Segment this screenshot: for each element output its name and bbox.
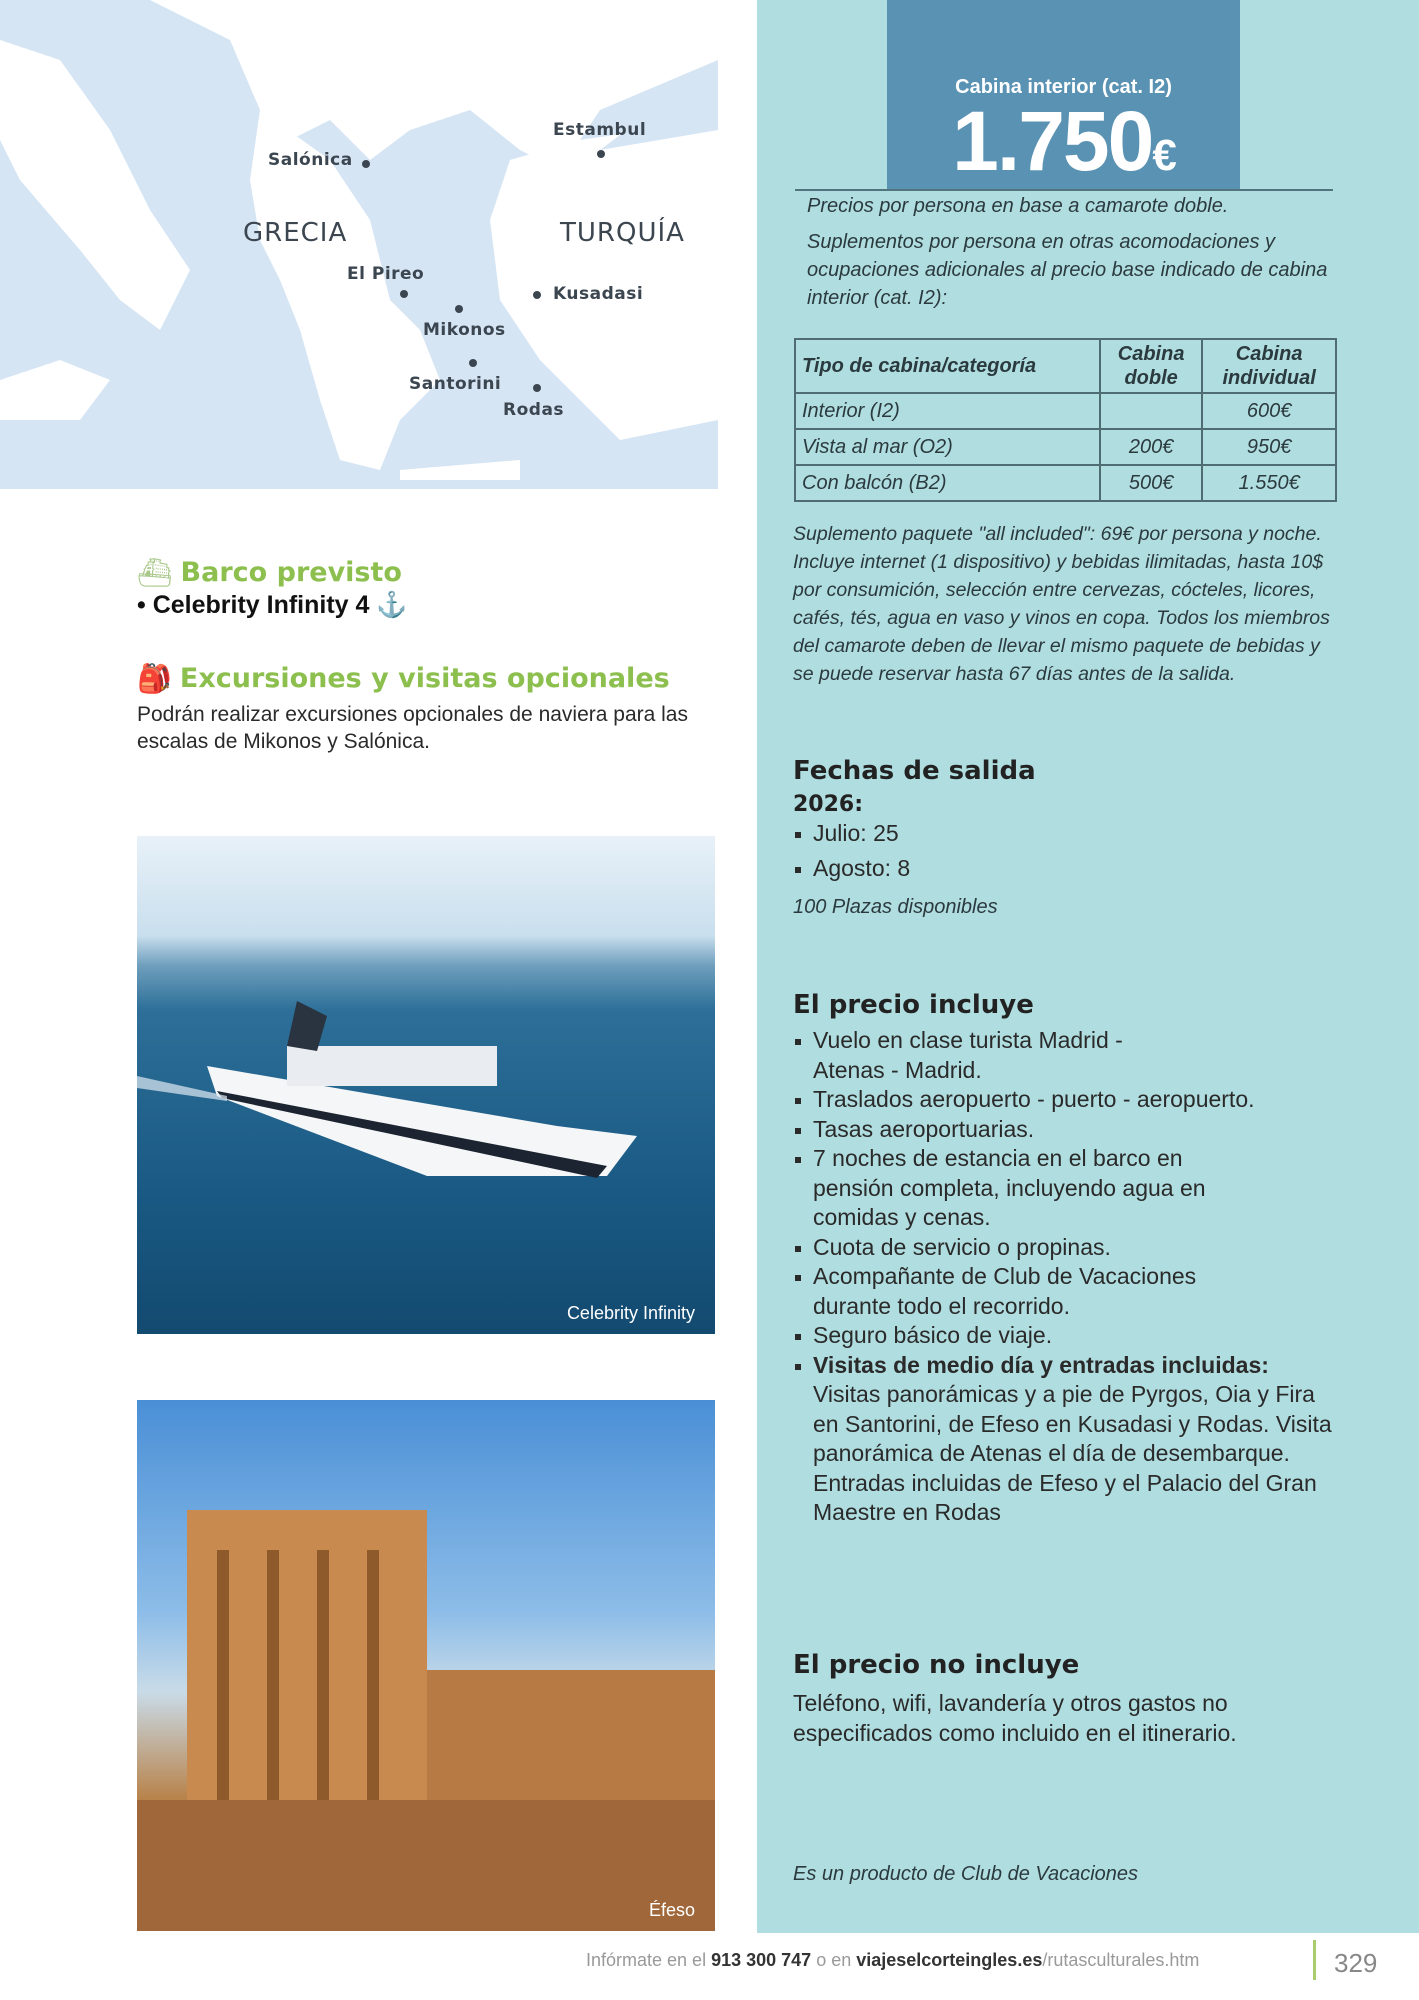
cell: Con balcón (B2): [795, 465, 1100, 501]
excursions-heading: Excursiones y visitas opcionales: [179, 663, 670, 694]
column-header: Cabina doble: [1100, 339, 1202, 393]
all-included-note: Suplemento paquete "all included": 69€ por persona y noche. Incluye internet (1 dispositivo) y bebidas ilimitadas, hasta 10$ por consumición, selección entre cervezas, cócteles, licores, cafés, tés, agua en vaso y vinos en copa. Todos los miembros del camarote deben de llevar el mismo paquete de bebidas y se puede reservar hasta 67 días antes de la salida.: [793, 523, 1330, 685]
departure-date: Agosto: 8: [793, 854, 1373, 884]
include-item: 7 noches de estancia en el barco en pensión completa, incluyendo agua en comidas y cenas.: [793, 1144, 1263, 1233]
per-person-note: Precios por persona en base a camarote doble.: [807, 195, 1229, 217]
map-city-dot: [400, 290, 408, 298]
backpack-icon: 🎒: [137, 663, 172, 694]
photo-caption: Éfeso: [648, 1900, 695, 1920]
cell: Interior (I2): [795, 393, 1100, 429]
excludes-heading: El precio no incluye: [793, 1650, 1080, 1680]
table-row: [795, 465, 1336, 501]
footer-contact: [586, 1950, 1199, 1971]
footer-text: o en: [811, 1950, 857, 1970]
price-amount: 1.750: [952, 94, 1153, 188]
seats-available: 100 Plazas disponibles: [793, 896, 998, 918]
column-header: Tipo de cabina/categoría: [795, 339, 1100, 393]
cell: 1.550€: [1202, 465, 1336, 501]
cell: 600€: [1202, 393, 1336, 429]
include-item: Acompañante de Club de Vacaciones durante todo el recorrido.: [793, 1262, 1273, 1321]
departures-year: 2026:: [793, 792, 864, 817]
supplements-note: Suplementos por persona en otras acomodaciones y ocupaciones adicionales al precio base indicado de cabina interior (cat. I2):: [807, 231, 1328, 309]
map-city-label: Mikonos: [423, 320, 506, 340]
includes-heading: El precio incluye: [793, 990, 1034, 1020]
map-city-label: Santorini: [409, 374, 502, 394]
cell: 200€: [1100, 429, 1202, 465]
ship-section: ⛴ Barco previsto • Celebrity Infinity 4 ⚓ 🎒 Excursiones y visitas opcionales Podrán realizar excursiones opcionales de naviera para las escalas de Mikonos y Salónica.: [137, 556, 727, 755]
map-city-label: Estambul: [553, 120, 647, 140]
price-box: [887, 0, 1240, 189]
excludes-section: [793, 1650, 1353, 1748]
footer-link-path[interactable]: /rutasculturales.htm: [1042, 1950, 1200, 1970]
map-city-dot: [597, 150, 605, 158]
include-item: [793, 1351, 1333, 1528]
map-city-dot: [533, 291, 541, 299]
map-city-label: Kusadasi: [553, 284, 644, 304]
cell: 500€: [1100, 465, 1202, 501]
table-header-row: [795, 339, 1336, 393]
cell: [1100, 393, 1202, 429]
price-category: Cabina interior (cat. I2): [955, 76, 1172, 98]
footer-link[interactable]: viajeselcorteingles.es: [856, 1950, 1043, 1970]
table-row: [795, 393, 1336, 429]
include-item: Cuota de servicio o propinas.: [793, 1233, 1333, 1263]
include-item: Traslados aeropuerto - puerto - aeropuerto.: [793, 1085, 1333, 1115]
departures-section: [793, 756, 1373, 921]
ship-heading: Barco previsto: [180, 557, 402, 588]
divider: [795, 189, 1333, 191]
info-panel: [757, 0, 1419, 1933]
departures-heading: Fechas de salida: [793, 756, 1036, 786]
map-city-dot: [362, 160, 370, 168]
photo-caption: Celebrity Infinity: [566, 1303, 695, 1323]
ship-photo: [137, 836, 715, 1334]
include-item: Vuelo en clase turista Madrid - Atenas - Madrid.: [793, 1026, 1193, 1085]
page-number: 329: [1334, 1948, 1378, 1978]
footer-divider: [1313, 1940, 1316, 1980]
ship-icon: ⛴: [137, 557, 173, 588]
supplements-table: [794, 338, 1337, 502]
map-city-dot: [533, 384, 541, 392]
footer-text: Infórmate en el: [586, 1950, 712, 1970]
map-city-label: Rodas: [503, 400, 565, 420]
departure-date: Julio: 25: [793, 819, 1373, 849]
visits-text: Visitas panorámicas y a pie de Pyrgos, Oia y Fira en Santorini, de Efeso en Kusadasi y Rodas. Visita panorámica de Atenas el día de desembarque. Entradas incluidas de Efeso y el Palacio del Gran Maestre en Rodas: [813, 1381, 1332, 1525]
ephesus-photo: [137, 1400, 715, 1931]
map-country-label: TURQUÍA: [560, 218, 685, 248]
map-city-label: El Pireo: [347, 264, 425, 284]
map-city-label: Salónica: [268, 150, 353, 170]
column-header: Cabina individual: [1202, 339, 1336, 393]
anchor-icon: ⚓: [376, 591, 408, 619]
includes-section: [793, 990, 1373, 1528]
product-note: Es un producto de Club de Vacaciones: [793, 1863, 1139, 1885]
table-row: [795, 429, 1336, 465]
map-country-label: GRECIA: [243, 218, 348, 248]
cell: 950€: [1202, 429, 1336, 465]
footer-phone[interactable]: 913 300 747: [711, 1950, 812, 1970]
price-currency: €: [1152, 131, 1175, 180]
map-city-dot: [469, 359, 477, 367]
visits-bold: Visitas de medio día y entradas incluidas:: [813, 1351, 1269, 1378]
map-city-dot: [455, 305, 463, 313]
ship-name: Celebrity Infinity 4: [152, 591, 370, 619]
cell: Vista al mar (O2): [795, 429, 1100, 465]
route-map: [0, 0, 718, 489]
include-item: Seguro básico de viaje.: [793, 1321, 1333, 1351]
include-item: Tasas aeroportuarias.: [793, 1115, 1333, 1145]
excludes-text: Teléfono, wifi, lavandería y otros gastos no especificados como incluido en el itinerario.: [793, 1690, 1237, 1746]
excursions-text: Podrán realizar excursiones opcionales de naviera para las escalas de Mikonos y Salónica.: [137, 703, 688, 753]
